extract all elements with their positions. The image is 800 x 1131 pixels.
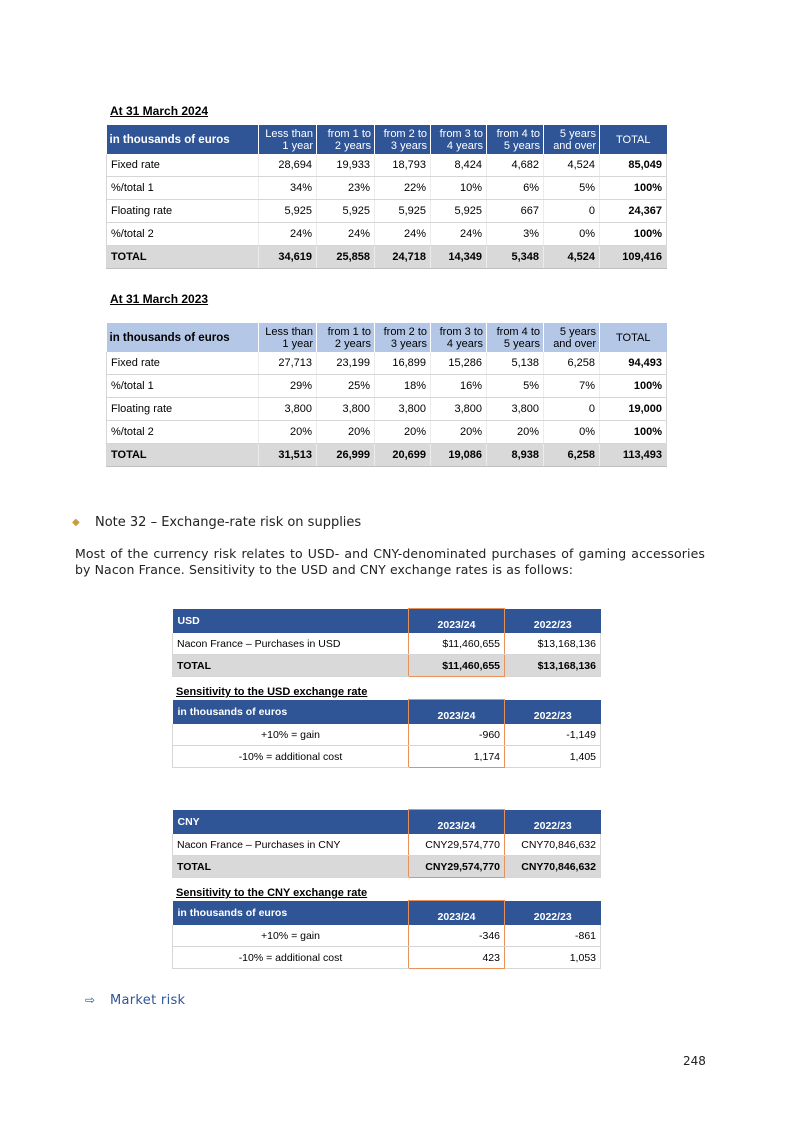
cell: CNY29,574,770 <box>409 834 505 856</box>
table-row <box>107 223 667 246</box>
cell: 0% <box>544 421 600 444</box>
cell: -1,149 <box>505 724 601 746</box>
cell: 19,933 <box>317 154 375 177</box>
row-label: TOTAL <box>107 246 259 269</box>
table-header-row <box>107 323 667 352</box>
col-header: in thousands of euros <box>107 323 259 352</box>
cell: 20% <box>431 421 487 444</box>
row-label: %/total 1 <box>107 177 259 200</box>
cell: 3,800 <box>317 398 375 421</box>
cell: 4,682 <box>487 154 544 177</box>
currency-header: USD <box>173 609 409 634</box>
row-label: -10% = additional cost <box>173 947 409 969</box>
cell: 28,694 <box>259 154 317 177</box>
row-label: Floating rate <box>107 398 259 421</box>
cell: 1,053 <box>505 947 601 969</box>
cell-total: 109,416 <box>600 246 667 269</box>
cell: 3,800 <box>375 398 431 421</box>
cell: 23,199 <box>317 352 375 375</box>
cell: 20% <box>375 421 431 444</box>
cny-sensitivity-table <box>172 900 601 969</box>
cell: 20% <box>317 421 375 444</box>
cell: 29% <box>259 375 317 398</box>
cell: 6,258 <box>544 352 600 375</box>
cell: 24,718 <box>375 246 431 269</box>
col-header: from 2 to 3 years <box>375 125 431 154</box>
cell: 5,925 <box>431 200 487 223</box>
market-risk-heading: Market risk <box>110 993 186 1008</box>
cell-total: 24,367 <box>600 200 667 223</box>
cell: CNY29,574,770 <box>409 856 505 878</box>
row-label: %/total 2 <box>107 223 259 246</box>
table-header-row <box>173 901 601 926</box>
cell: 4,524 <box>544 246 600 269</box>
maturity-table-2023 <box>106 323 667 467</box>
cell-total: 100% <box>600 223 667 246</box>
col-header: Less than 1 year <box>259 125 317 154</box>
cell: 20% <box>259 421 317 444</box>
table-row <box>107 421 667 444</box>
cell: 1,405 <box>505 746 601 768</box>
table-header-row <box>107 125 667 154</box>
table-row <box>107 177 667 200</box>
cell: 24% <box>431 223 487 246</box>
table-header-row <box>173 700 601 725</box>
cell: 24% <box>259 223 317 246</box>
cell: $13,168,136 <box>505 633 601 655</box>
page-number: 248 <box>683 1054 706 1068</box>
table-row <box>107 398 667 421</box>
usd-sensitivity-title: Sensitivity to the USD exchange rate <box>176 686 368 698</box>
cell: 1,174 <box>409 746 505 768</box>
usd-sensitivity-table <box>172 699 601 768</box>
col-header: from 4 to 5 years <box>487 125 544 154</box>
row-label: Fixed rate <box>107 352 259 375</box>
cell: 16,899 <box>375 352 431 375</box>
table-row <box>173 724 601 746</box>
col-header: from 3 to 4 years <box>431 125 487 154</box>
col-header: from 1 to 2 years <box>317 323 375 352</box>
cell: 23% <box>317 177 375 200</box>
col-header: TOTAL <box>600 323 667 352</box>
table-row <box>107 375 667 398</box>
table-row <box>107 154 667 177</box>
cell: 26,999 <box>317 444 375 467</box>
col-header: 5 years and over <box>544 323 600 352</box>
diamond-bullet-icon: ◆ <box>72 517 80 528</box>
col-header: 2022/23 <box>505 700 601 725</box>
table-row <box>107 352 667 375</box>
cell: -960 <box>409 724 505 746</box>
cell: 0 <box>544 200 600 223</box>
col-header: 2022/23 <box>505 609 601 634</box>
cell-total: 100% <box>600 421 667 444</box>
row-label: +10% = gain <box>173 724 409 746</box>
cell: 8,424 <box>431 154 487 177</box>
title-2024: At 31 March 2024 <box>110 104 209 118</box>
arrow-right-icon: ⇨ <box>85 993 96 1007</box>
cell: 5,925 <box>259 200 317 223</box>
cell: -346 <box>409 925 505 947</box>
cell: 25,858 <box>317 246 375 269</box>
col-header: from 2 to 3 years <box>375 323 431 352</box>
cell: 27,713 <box>259 352 317 375</box>
cell: 4,524 <box>544 154 600 177</box>
cell-total: 100% <box>600 177 667 200</box>
cell: 10% <box>431 177 487 200</box>
table-row <box>173 925 601 947</box>
cell: 5,925 <box>375 200 431 223</box>
title-2023: At 31 March 2023 <box>110 292 209 306</box>
col-header: in thousands of euros <box>173 700 409 725</box>
cell: 3% <box>487 223 544 246</box>
cell: 5,138 <box>487 352 544 375</box>
cell: 18,793 <box>375 154 431 177</box>
table-row <box>173 947 601 969</box>
cell: 24% <box>375 223 431 246</box>
col-header: Less than 1 year <box>259 323 317 352</box>
cell: 0% <box>544 223 600 246</box>
currency-header: CNY <box>173 810 409 835</box>
cell: $11,460,655 <box>409 655 505 677</box>
cell: $13,168,136 <box>505 655 601 677</box>
cell: 0 <box>544 398 600 421</box>
cell: 5% <box>544 177 600 200</box>
cell: 22% <box>375 177 431 200</box>
usd-purchases-table <box>172 608 601 677</box>
cell: 14,349 <box>431 246 487 269</box>
table-header-row <box>173 810 601 835</box>
row-label: Floating rate <box>107 200 259 223</box>
table-total-row <box>173 856 601 878</box>
cell: 18% <box>375 375 431 398</box>
note-heading: Note 32 – Exchange-rate risk on supplies <box>95 515 362 530</box>
cell: 5,348 <box>487 246 544 269</box>
cell: 34,619 <box>259 246 317 269</box>
col-header: 2023/24 <box>409 609 505 634</box>
note-paragraph: Most of the currency risk relates to USD- and CNY-denominated purchases of gaming accessories by Nacon France. Sensitivity to the USD and CNY exchange rates is as follows: <box>75 546 705 577</box>
cell: 667 <box>487 200 544 223</box>
cell: 3,800 <box>259 398 317 421</box>
table-row <box>173 633 601 655</box>
cell: -861 <box>505 925 601 947</box>
cell: 25% <box>317 375 375 398</box>
row-label: -10% = additional cost <box>173 746 409 768</box>
cell: 8,938 <box>487 444 544 467</box>
row-label: TOTAL <box>173 655 409 677</box>
cell: 31,513 <box>259 444 317 467</box>
cell: 423 <box>409 947 505 969</box>
cell: 7% <box>544 375 600 398</box>
col-header: TOTAL <box>600 125 667 154</box>
cny-purchases-table <box>172 809 601 878</box>
col-header: from 1 to 2 years <box>317 125 375 154</box>
table-total-row <box>107 246 667 269</box>
cell: CNY70,846,632 <box>505 834 601 856</box>
col-header: in thousands of euros <box>107 125 259 154</box>
col-header: 5 years and over <box>544 125 600 154</box>
row-label: Nacon France – Purchases in CNY <box>173 834 409 856</box>
col-header: 2022/23 <box>505 810 601 835</box>
row-label: TOTAL <box>173 856 409 878</box>
row-label: Nacon France – Purchases in USD <box>173 633 409 655</box>
cell: 20,699 <box>375 444 431 467</box>
row-label: TOTAL <box>107 444 259 467</box>
col-header: 2023/24 <box>409 901 505 926</box>
row-label: Fixed rate <box>107 154 259 177</box>
row-label: %/total 1 <box>107 375 259 398</box>
cell: CNY70,846,632 <box>505 856 601 878</box>
cell: 5% <box>487 375 544 398</box>
cell: 15,286 <box>431 352 487 375</box>
row-label: %/total 2 <box>107 421 259 444</box>
cell: 3,800 <box>431 398 487 421</box>
cell: 3,800 <box>487 398 544 421</box>
cell: 6% <box>487 177 544 200</box>
cell-total: 113,493 <box>600 444 667 467</box>
table-header-row <box>173 609 601 634</box>
cell: 16% <box>431 375 487 398</box>
col-header: in thousands of euros <box>173 901 409 926</box>
cell: 34% <box>259 177 317 200</box>
table-row <box>173 834 601 856</box>
cny-sensitivity-title: Sensitivity to the CNY exchange rate <box>176 887 368 899</box>
table-total-row <box>107 444 667 467</box>
col-header: from 4 to 5 years <box>487 323 544 352</box>
col-header: from 3 to 4 years <box>431 323 487 352</box>
cell: $11,460,655 <box>409 633 505 655</box>
table-row <box>173 746 601 768</box>
maturity-table-2024 <box>106 125 667 269</box>
cell-total: 85,049 <box>600 154 667 177</box>
col-header: 2023/24 <box>409 700 505 725</box>
cell: 19,086 <box>431 444 487 467</box>
table-row <box>107 200 667 223</box>
col-header: 2022/23 <box>505 901 601 926</box>
row-label: +10% = gain <box>173 925 409 947</box>
cell: 20% <box>487 421 544 444</box>
cell: 5,925 <box>317 200 375 223</box>
col-header: 2023/24 <box>409 810 505 835</box>
cell-total: 94,493 <box>600 352 667 375</box>
cell-total: 100% <box>600 375 667 398</box>
cell-total: 19,000 <box>600 398 667 421</box>
cell: 6,258 <box>544 444 600 467</box>
table-total-row <box>173 655 601 677</box>
cell: 24% <box>317 223 375 246</box>
